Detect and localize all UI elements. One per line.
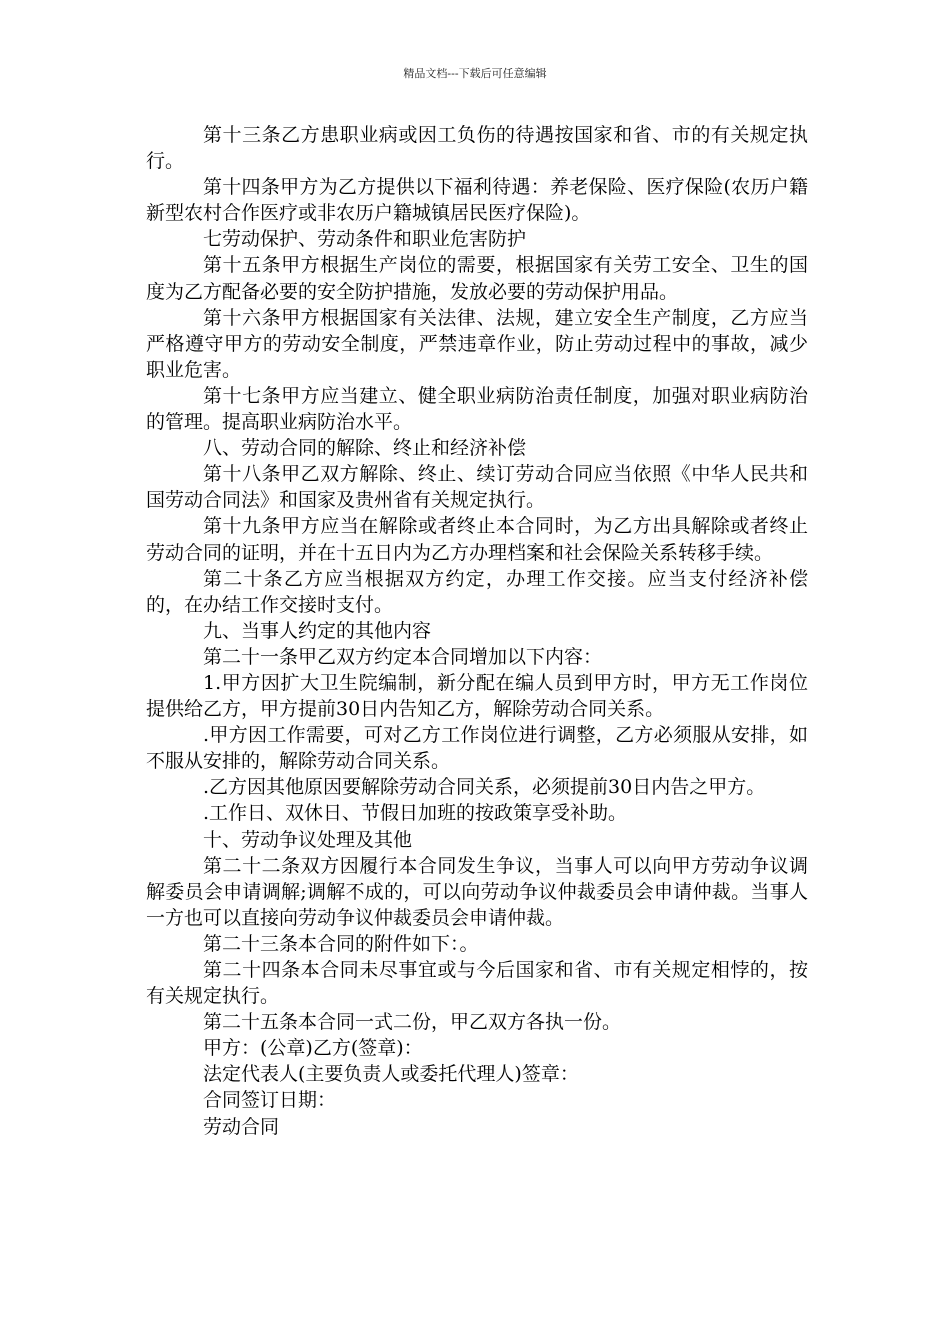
section-heading-9: 九、当事人约定的其他内容 bbox=[203, 619, 432, 642]
page-header: 精品文档---下载后可任意编辑 bbox=[403, 67, 547, 80]
paragraph-article-25: 第二十五条本合同一式二份，甲乙双方各执一份。 bbox=[203, 1011, 622, 1034]
list-item-4: .工作日、双休日、节假日加班的按政策享受补助。 bbox=[203, 802, 628, 825]
paragraph-article-15: 第十五条甲方根据生产岗位的需要，根据国家有关劳工安全、卫生的国度为乙方配备必要的安全防护措施，发放必要的劳动保护用品。 bbox=[146, 254, 808, 303]
signing-date-line: 合同签订日期： bbox=[203, 1089, 337, 1112]
paragraph-article-23: 第二十三条本合同的附件如下：。 bbox=[203, 932, 479, 955]
paragraph-article-17: 第十七条甲方应当建立、健全职业病防治责任制度，加强对职业病防治的管理。提高职业病防治水平。 bbox=[146, 384, 808, 434]
section-heading-8: 八、劳动合同的解除、终止和经济补偿 bbox=[203, 437, 527, 460]
paragraph-article-21: 第二十一条甲乙双方约定本合同增加以下内容： bbox=[203, 645, 603, 668]
legal-representative-line: 法定代表人(主要负责人或委托代理人)签章： bbox=[203, 1063, 579, 1086]
paragraph-article-13: 第十三条乙方患职业病或因工负伤的待遇按国家和省、市的有关规定执行。 bbox=[146, 124, 808, 173]
paragraph-article-18: 第十八条甲乙双方解除、终止、续订劳动合同应当依照《中华人民共和国劳动合同法》和国家及贵州省有关规定执行。 bbox=[146, 463, 808, 512]
section-heading-7: 七劳动保护、劳动条件和职业危害防护 bbox=[203, 228, 527, 251]
list-item-2: .甲方因工作需要，可对乙方工作岗位进行调整，乙方必须服从安排，如不服从安排的，解除劳动合同关系。 bbox=[146, 724, 808, 773]
contract-body bbox=[146, 122, 808, 1140]
paragraph-article-14: 第十四条甲方为乙方提供以下福利待遇：养老保险、医疗保险(农历户籍新型农村合作医疗或非农历户籍城镇居民医疗保险)。 bbox=[146, 176, 808, 225]
document-footer-title: 劳动合同 bbox=[203, 1115, 280, 1138]
signature-parties-line: 甲方：(公章)乙方(签章)： bbox=[203, 1037, 423, 1060]
paragraph-article-22: 第二十二条双方因履行本合同发生争议，当事人可以向甲方劳动争议调解委员会申请调解;调解不成的，可以向劳动争议仲裁委员会申请仲裁。当事人一方也可以直接向劳动争议仲裁委员会申请仲裁。 bbox=[146, 854, 808, 929]
list-item-3: .乙方因其他原因要解除劳动合同关系，必须提前30日内告之甲方。 bbox=[203, 776, 766, 799]
section-heading-10: 十、劳动争议处理及其他 bbox=[203, 828, 413, 851]
paragraph-article-20: 第二十条乙方应当根据双方约定，办理工作交接。应当支付经济补偿的，在办结工作交接时支付。 bbox=[146, 567, 808, 616]
paragraph-article-19: 第十九条甲方应当在解除或者终止本合同时，为乙方出具解除或者终止劳动合同的证明，并在十五日内为乙方办理档案和社会保险关系转移手续。 bbox=[146, 515, 808, 564]
list-item-1: 1.甲方因扩大卫生院编制，新分配在编人员到甲方时，甲方无工作岗位提供给乙方，甲方提前30日内告知乙方，解除劳动合同关系。 bbox=[146, 671, 808, 721]
paragraph-article-16: 第十六条甲方根据国家有关法律、法规，建立安全生产制度，乙方应当严格遵守甲方的劳动安全制度，严禁违章作业，防止劳动过程中的事故，减少职业危害。 bbox=[146, 306, 808, 381]
paragraph-article-24: 第二十四条本合同未尽事宜或与今后国家和省、市有关规定相悖的，按有关规定执行。 bbox=[146, 959, 808, 1008]
